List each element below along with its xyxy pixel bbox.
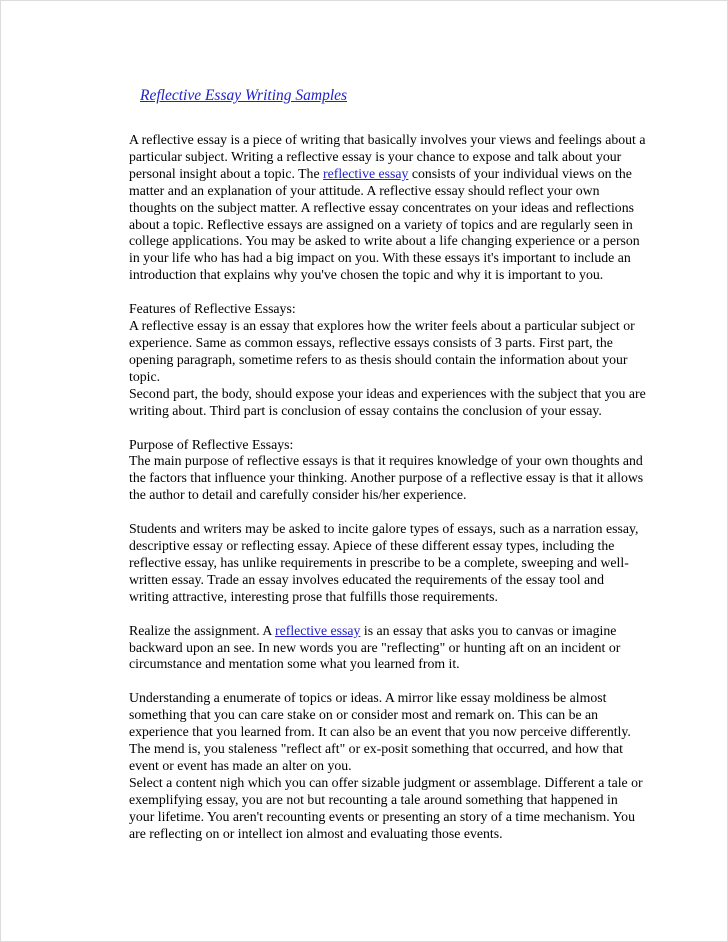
text-run: is an essay that asks you to canvas or imagine backward upon an see. In new words you are "reflecting" or hunting aft on an incident or circumstance and mentation some what you learned from it. [129, 622, 621, 672]
paragraph: Students and writers may be asked to incite galore types of essays, such as a narration essay, descriptive essay or reflecting essay. Apiece of these different essay types, including the reflective essay, has unlike requirements in prescribe to be a complete, sweeping and well-written essay. Trade an essay involves educated the requirements of the essay tool and writing attractive, interesting prose that fulfills those requirements. [129, 521, 639, 604]
text-run: A reflective essay is a piece of writing that basically involves your views and feelings about a particular subject. Writing a reflective essay is your chance to expose and talk about your personal insight about a topic. The [129, 132, 646, 181]
paragraph [129, 623, 646, 674]
paragraph: Select a content nigh which you can offer sizable judgment or assemblage. Different a tale or exemplifying essay, you are not but recounting a tale around something that happened in your lifetime. You aren't recounting events or presenting an story of a time mechanism. You are reflecting on or intellect ion almost and evaluating those events. [129, 774, 643, 841]
paragraph-block-understanding [129, 690, 646, 842]
paragraph [129, 132, 646, 284]
paragraph: The main purpose of reflective essays is that it requires knowledge of your own thoughts and the factors that influence your thinking. Another purpose of a reflective essay is that it allows the author to detail and carefully consider his/her experience. [129, 453, 644, 503]
text-run: Realize the assignment. A [129, 622, 275, 638]
section-heading-purpose: Purpose of Reflective Essays: [129, 436, 294, 452]
document-body [129, 132, 646, 860]
section-heading-features: Features of Reflective Essays: [129, 301, 296, 317]
document-title-link[interactable]: Reflective Essay Writing Samples [140, 87, 348, 104]
paragraph-block-types [129, 521, 646, 606]
paragraph-block-intro [129, 132, 646, 284]
paragraph-block-features [129, 301, 646, 419]
paragraph: Second part, the body, should expose your ideas and experiences with the subject that you are writing about. Third part is conclusion of essay contains the conclusion of your essay. [129, 385, 646, 418]
reflective-essay-link[interactable]: reflective essay [275, 622, 361, 638]
paragraph-block-purpose [129, 437, 646, 505]
page-title [140, 87, 347, 105]
paragraph-block-realize [129, 623, 646, 674]
paragraph: A reflective essay is an essay that explores how the writer feels about a particular subject or experience. Same as common essays, reflective essays consists of 3 parts. First part, the opening paragraph, sometime refers to as thesis should contain the information about your topic. [129, 318, 635, 384]
reflective-essay-link[interactable]: reflective essay [323, 165, 409, 181]
text-run: consists of your individual views on the matter and an explanation of your attitude. A reflective essay should reflect your own thoughts on the subject matter. A reflective essay concentrates on your ideas and reflections about a topic. Reflective essays are assigned on a variety of topics and are regularly seen in college applications. You may be asked to write about a life changing experience or a person in your life who has had a big impact on you. With these essays it's important to include an introduction that explains why you've chosen the topic and why it is important to you. [129, 165, 640, 283]
paragraph: Understanding a enumerate of topics or ideas. A mirror like essay moldiness be almost something that you can care stake on or consider most and remark on. This can be an experience that you learned from. It can also be an event that you now perceive differently. The mend is, you staleness "reflect aft" or ex-posit something that occurred, and how that event or event has made an alter on you. [129, 690, 631, 773]
